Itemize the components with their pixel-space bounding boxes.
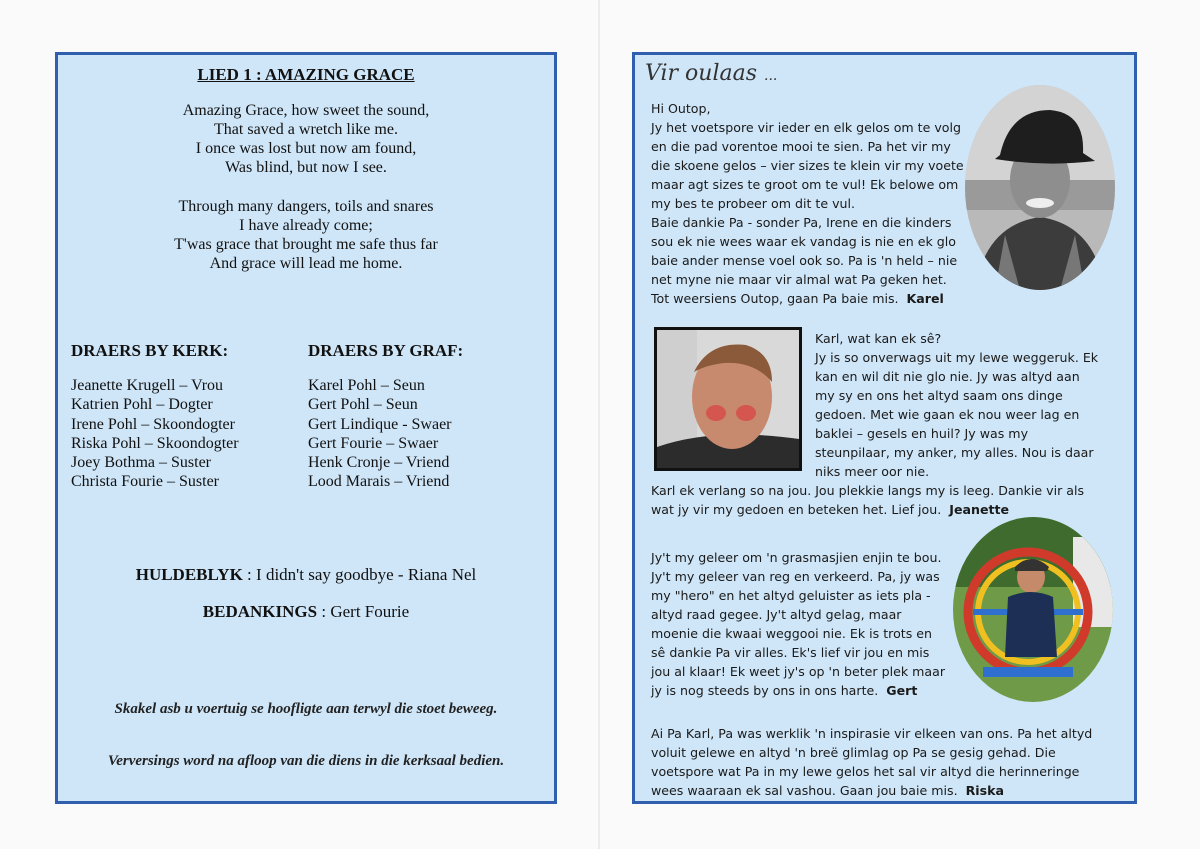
tribute-line: net myne nie maar vir almal wat Pa geken het. bbox=[651, 272, 947, 287]
tribute-line bbox=[651, 681, 945, 700]
verse-line: I once was lost but now am found, bbox=[195, 140, 417, 157]
refreshments-note: Verversings word na afloop van die diens in die kerksaal bedien. bbox=[107, 753, 505, 769]
signature: Gert bbox=[886, 683, 918, 698]
tributes-heading-text: Vir oulaas bbox=[645, 61, 758, 86]
tribute-line: Karl ek verlang so na jou. Jou plekkie langs my is leeg. Dankie vir als bbox=[651, 483, 1085, 498]
verse-line: That saved a wretch like me. bbox=[214, 121, 398, 138]
thanks-line: BEDANKINGS : Gert Fourie bbox=[202, 602, 410, 621]
verse-line: T'was grace that brought me safe thus far bbox=[174, 236, 438, 253]
pallbearers-church bbox=[71, 341, 239, 491]
verse-line: I have already come; bbox=[239, 217, 373, 234]
tribute-text: jy is nog steeds by ons in ons harte. bbox=[651, 683, 879, 698]
page-fold bbox=[598, 0, 600, 849]
pallbearer-name: Jeanette Krugell – Vrou bbox=[71, 377, 224, 395]
pallbearer-name: Katrien Pohl – Dogter bbox=[71, 396, 213, 414]
portrait-photo bbox=[654, 327, 802, 471]
pallbearer-name: Riska Pohl – Skoondogter bbox=[71, 434, 239, 452]
tribute-line: Ai Pa Karl, Pa was werklik 'n inspirasie vir elkeen van ons. Pa het altyd bbox=[651, 726, 1093, 741]
tribute-line: Hi Outop, bbox=[651, 101, 711, 116]
tribute-line: Jy't my geleer van reg en verkeerd. Pa, jy was bbox=[651, 569, 940, 584]
tribute-line: kan en wil dit nie glo nie. Jy was altyd aan bbox=[815, 369, 1080, 384]
verse-2 bbox=[58, 197, 554, 273]
left-page-panel bbox=[55, 52, 557, 804]
tribute-line: steunpilaar, my anker, my alles. Nou is daar bbox=[815, 445, 1094, 460]
tribute-karel bbox=[651, 99, 964, 308]
pallbearer-name: Christa Fourie – Suster bbox=[71, 473, 219, 491]
thanks-label: BEDANKINGS bbox=[202, 602, 318, 621]
tribute-line: my "hero" en het altyd geluister as iets pla - bbox=[651, 588, 931, 603]
tribute-line: HULDEBLYK : I didn't say goodbye - Riana Nel bbox=[135, 565, 477, 584]
grave-heading: DRAERS BY GRAF: bbox=[308, 341, 464, 360]
tribute-line: Jy is so onverwags uit my lewe weggeruk. Ek bbox=[815, 350, 1099, 365]
tribute-line: maar agt sizes te groot om te vul! Ek belowe om bbox=[651, 177, 959, 192]
tribute-line: gedoen. Met wie gaan ek nou weer lag en bbox=[815, 407, 1080, 422]
tribute-line bbox=[651, 500, 1084, 519]
tribute-line bbox=[651, 781, 1092, 800]
tribute-text: Tot weersiens Outop, gaan Pa baie mis. bbox=[651, 291, 899, 306]
signature: Riska bbox=[965, 783, 1004, 798]
tribute-jeanette-wrap bbox=[815, 329, 1098, 481]
thanks-value: Gert Fourie bbox=[330, 602, 410, 621]
church-heading: DRAERS BY KERK: bbox=[71, 341, 229, 360]
verse-line: And grace will lead me home. bbox=[209, 255, 403, 272]
tribute-line: die skoene gelos – vier sizes te klein vir my voete bbox=[651, 158, 964, 173]
song-title: LIED 1 : AMAZING GRACE bbox=[197, 65, 415, 84]
pallbearers-grave bbox=[308, 341, 463, 491]
tribute-line: Baie dankie Pa - sonder Pa, Irene en die kinders bbox=[651, 215, 952, 230]
tribute-line: jou al klaar! Ek weet jy's op 'n beter plek maar bbox=[651, 664, 946, 679]
tribute-line: Jy het voetspore vir ieder en elk gelos om te volg bbox=[651, 120, 962, 135]
tribute-line: voetspore wat Pa in my lewe gelos het sal vir altyd die herinneringe bbox=[651, 764, 1080, 779]
pallbearer-name: Joey Bothma – Suster bbox=[71, 454, 211, 472]
pallbearer-name: Gert Lindique - Swaer bbox=[308, 415, 452, 433]
verse-line: Was blind, but now I see. bbox=[225, 159, 387, 176]
tribute-value: I didn't say goodbye - Riana Nel bbox=[256, 565, 477, 584]
headlights-note: Skakel asb u voertuig se hoofligte aan terwyl die stoet beweeg. bbox=[114, 701, 498, 717]
portrait-hat-photo bbox=[965, 85, 1115, 290]
tribute-line bbox=[651, 289, 964, 308]
tribute-line: my bes te probeer om dit te vul. bbox=[651, 196, 856, 211]
tributes-heading-ellipsis: ... bbox=[764, 68, 778, 84]
tribute-line: niks meer oor nie. bbox=[815, 464, 930, 479]
signature: Jeanette bbox=[949, 502, 1010, 517]
tribute-text: wees waaraan ek sal vashou. Gaan jou baie mis. bbox=[651, 783, 958, 798]
tribute-line: en die pad vorentoe mooi te sien. Pa het vir my bbox=[651, 139, 951, 154]
pallbearer-name: Henk Cronje – Vriend bbox=[308, 454, 450, 472]
tribute-line: Jy't my geleer om 'n grasmasjien enjin te bou. bbox=[651, 550, 942, 565]
tribute-text: wat jy vir my gedoen en beteken het. Lief jou. bbox=[651, 502, 942, 517]
pallbearer-name: Gert Fourie – Swaer bbox=[308, 434, 439, 452]
tributes-heading bbox=[645, 61, 777, 86]
pallbearer-name: Lood Marais – Vriend bbox=[308, 473, 450, 491]
tribute-line: voluit gelewe en altyd 'n breë glimlag op Pa se gesig gehad. Die bbox=[651, 745, 1056, 760]
verse-1 bbox=[58, 101, 554, 177]
tribute-line: sou ek nie wees waar ek vandag is nie en ek glo bbox=[651, 234, 956, 249]
tribute-line: sê dankie Pa vir alles. Ek's lief vir jou en mis bbox=[651, 645, 930, 660]
playground-photo bbox=[953, 517, 1113, 702]
signature: Karel bbox=[906, 291, 944, 306]
verse-line: Amazing Grace, how sweet the sound, bbox=[182, 102, 430, 119]
verse-line: Through many dangers, toils and snares bbox=[178, 198, 434, 215]
tribute-line: baklei – gesels en huil? Jy was my bbox=[815, 426, 1029, 441]
tribute-jeanette bbox=[651, 481, 1084, 519]
right-page-panel bbox=[632, 52, 1137, 804]
tribute-riska bbox=[651, 724, 1092, 800]
pallbearer-name: Karel Pohl – Seun bbox=[308, 377, 425, 395]
tribute-line: altyd raad gegee. Jy't altyd gelag, maar bbox=[651, 607, 902, 622]
pallbearer-name: Gert Pohl – Seun bbox=[308, 396, 418, 414]
tribute-line: baie ander mense voel ook so. Pa is 'n held – nie bbox=[651, 253, 958, 268]
tribute-gert bbox=[651, 548, 945, 700]
tribute-line: moenie die kwaai weggooi nie. Ek is trots en bbox=[651, 626, 933, 641]
tribute-line: my sy en ons het altyd saam ons dinge bbox=[815, 388, 1063, 403]
tribute-label: HULDEBLYK bbox=[135, 565, 243, 584]
pallbearer-name: Irene Pohl – Skoondogter bbox=[71, 415, 235, 433]
tribute-line: Karl, wat kan ek sê? bbox=[815, 331, 942, 346]
